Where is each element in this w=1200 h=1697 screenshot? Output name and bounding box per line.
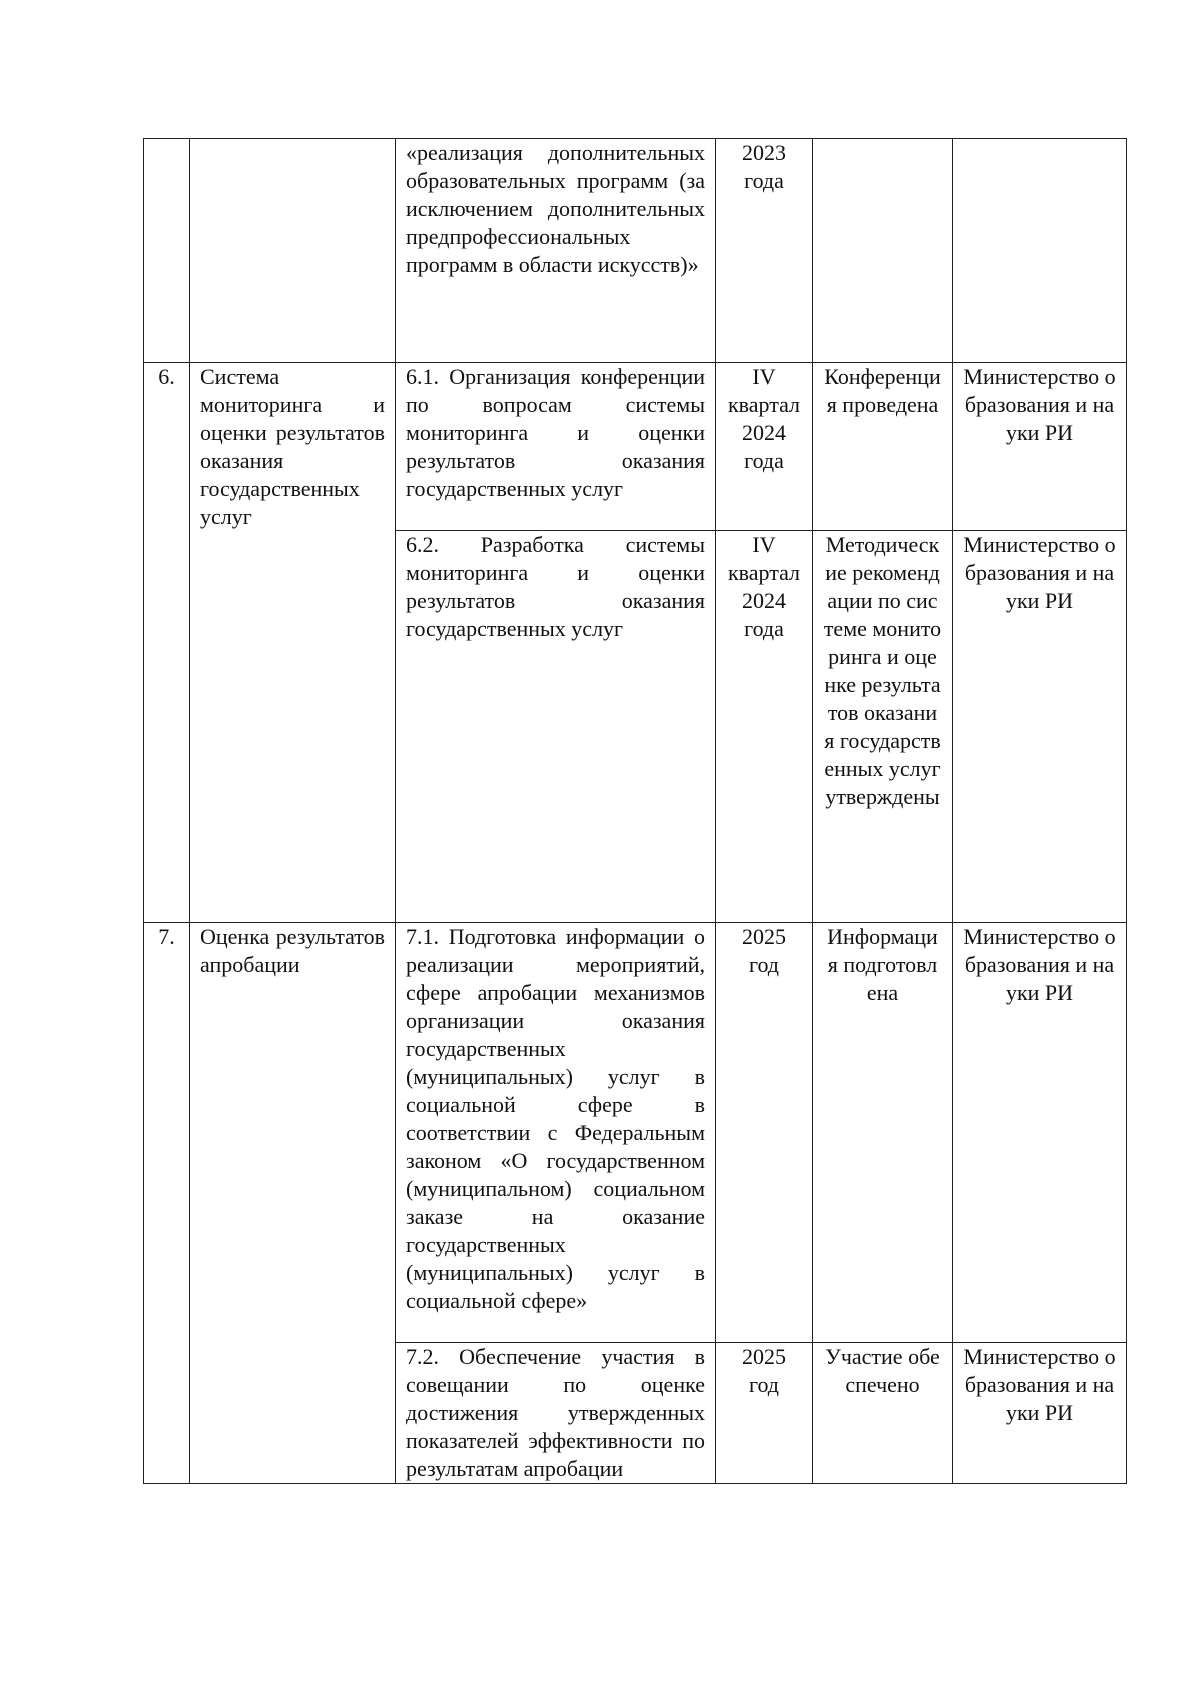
event-cell: 7.1. Подготовка информации о реализации мероприятий, сфере апробации механизмов организации оказания государственных (муниципальных) услуг в социальной сфере в соответствии с Федеральным законом «О государственном (муниципальном) социальном заказе на оказание государственных (муниципальных) услуг в социальной сфере»	[396, 923, 716, 1343]
row-number-cell: 7.	[144, 923, 190, 1484]
stage-cell: Система мониторинга и оценки результатов оказания государственных услуг	[190, 363, 396, 923]
plan-table	[143, 138, 1127, 1484]
result-cell: Участие обеспечено	[813, 1343, 953, 1484]
responsible-cell	[953, 139, 1127, 363]
term-cell: 2025 год	[716, 923, 813, 1343]
term-cell: IV квартал 2024 года	[716, 363, 813, 531]
term-cell: 2025 год	[716, 1343, 813, 1484]
table-row	[144, 363, 1127, 531]
result-cell: Методические рекомендации по системе мониторинга и оценке результатов оказания государственных услуг утверждены	[813, 531, 953, 923]
term-cell: IV квартал 2024 года	[716, 531, 813, 923]
row-number-cell	[144, 139, 190, 363]
stage-cell	[190, 139, 396, 363]
row-number-cell: 6.	[144, 363, 190, 923]
result-cell	[813, 139, 953, 363]
responsible-cell: Министерство образования и науки РИ	[953, 923, 1127, 1343]
event-cell: 6.1. Организация конференции по вопросам системы мониторинга и оценки результатов оказания государственных услуг	[396, 363, 716, 531]
table-row	[144, 923, 1127, 1343]
table-row	[144, 139, 1127, 363]
term-cell: 2023 года	[716, 139, 813, 363]
event-cell: 6.2. Разработка системы мониторинга и оценки результатов оказания государственных услуг	[396, 531, 716, 923]
event-cell: «реализация дополнительных образовательных программ (за исключением дополнительных предпрофессиональных программ в области искусств)»	[396, 139, 716, 363]
stage-cell: Оценка результатов апробации	[190, 923, 396, 1484]
result-cell: Информация подготовлена	[813, 923, 953, 1343]
event-cell: 7.2. Обеспечение участия в совещании по оценке достижения утвержденных показателей эффективности по результатам апробации	[396, 1343, 716, 1484]
responsible-cell: Министерство образования и науки РИ	[953, 363, 1127, 531]
responsible-cell: Министерство образования и науки РИ	[953, 1343, 1127, 1484]
responsible-cell: Министерство образования и науки РИ	[953, 531, 1127, 923]
result-cell: Конференция проведена	[813, 363, 953, 531]
